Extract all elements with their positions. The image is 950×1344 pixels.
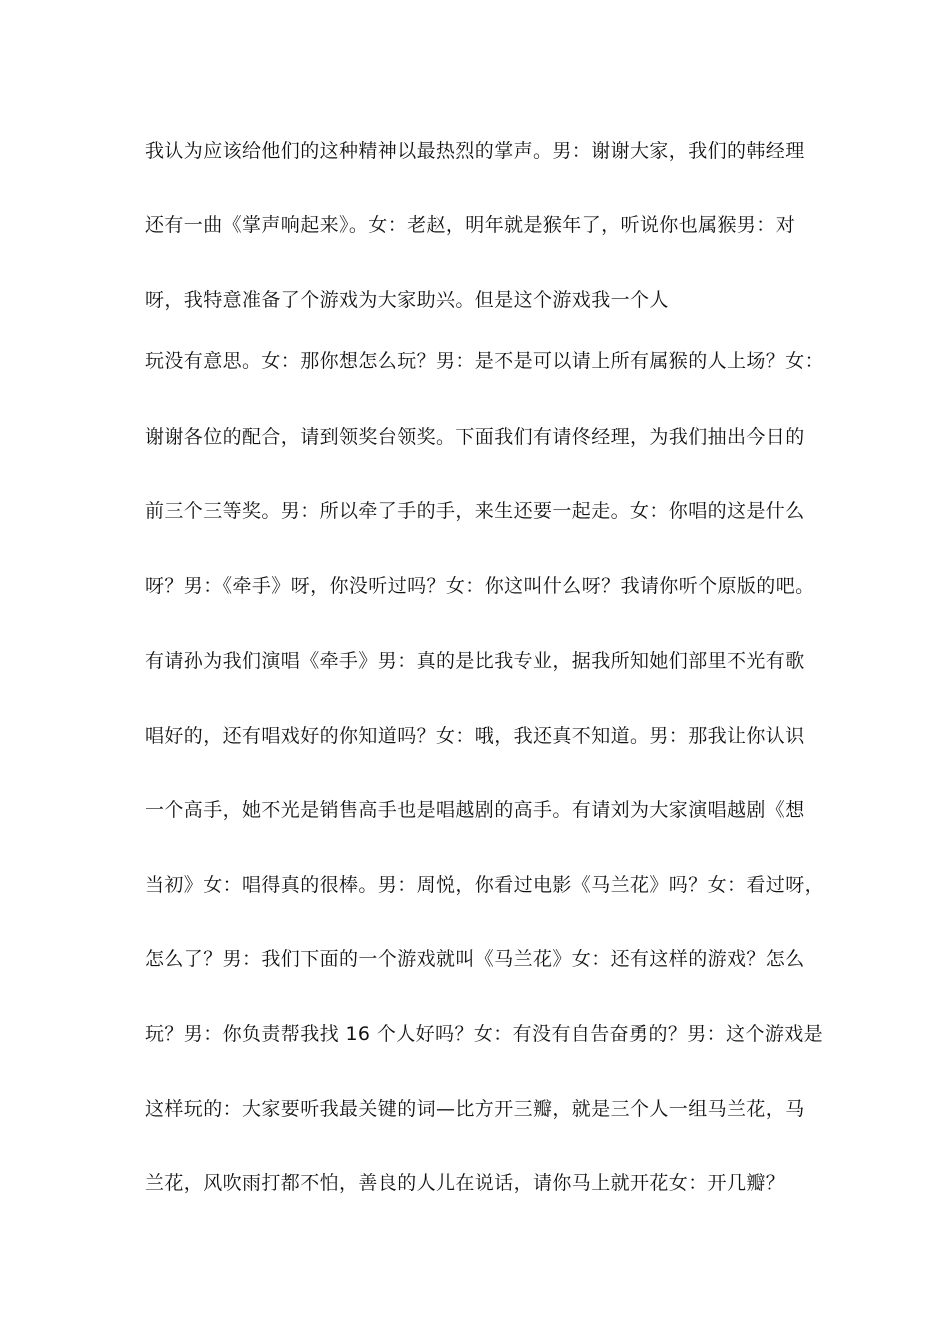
text-line: 一个高手，她不光是销售高手也是唱越剧的高手。有请刘为大家演唱越剧《想 — [145, 799, 805, 821]
text-line: 怎么了？男：我们下面的一个游戏就叫《马兰花》女：还有这样的游戏？怎么 — [145, 948, 805, 970]
text-line: 唱好的，还有唱戏好的你知道吗？女：哦，我还真不知道。男：那我让你认识 — [145, 725, 805, 747]
text-line: 当初》女：唱得真的很棒。男：周悦，你看过电影《马兰花》吗？女：看过呀， — [145, 874, 825, 896]
text-line: 谢谢各位的配合，请到领奖台领奖。下面我们有请佟经理，为我们抽出今日的 — [145, 426, 805, 448]
text-line: 我认为应该给他们的这种精神以最热烈的掌声。男：谢谢大家，我们的韩经理 — [145, 140, 805, 162]
text-line: 还有一曲《掌声响起来》。女：老赵，明年就是猴年了，听说你也属猴男：对 — [145, 214, 796, 236]
text-line: 前三个三等奖。男：所以牵了手的手，来生还要一起走。女：你唱的这是什么 — [145, 500, 805, 522]
text-line: 呀？男：《牵手》呀，你没听过吗？女：你这叫什么呀？我请你听个原版的吧。 — [145, 575, 815, 597]
text-line: 玩没有意思。女：那你想怎么玩？男：是不是可以请上所有属猴的人上场？女： — [145, 350, 825, 372]
text-line: 呀，我特意准备了个游戏为大家助兴。但是这个游戏我一个人 — [145, 289, 669, 311]
text-line: 这样玩的：大家要听我最关键的词—比方开三瓣，就是三个人一组马兰花，马 — [145, 1098, 805, 1120]
text-line: 有请孙为我们演唱《牵手》男：真的是比我专业，据我所知她们部里不光有歌 — [145, 650, 805, 672]
text-line: 玩？男：你负责帮我找 16 个人好吗？女：有没有自告奋勇的？男：这个游戏是 — [145, 1023, 824, 1045]
text-line: 兰花，风吹雨打都不怕，善良的人儿在说话，请你马上就开花女：开几瓣？ — [145, 1172, 786, 1194]
